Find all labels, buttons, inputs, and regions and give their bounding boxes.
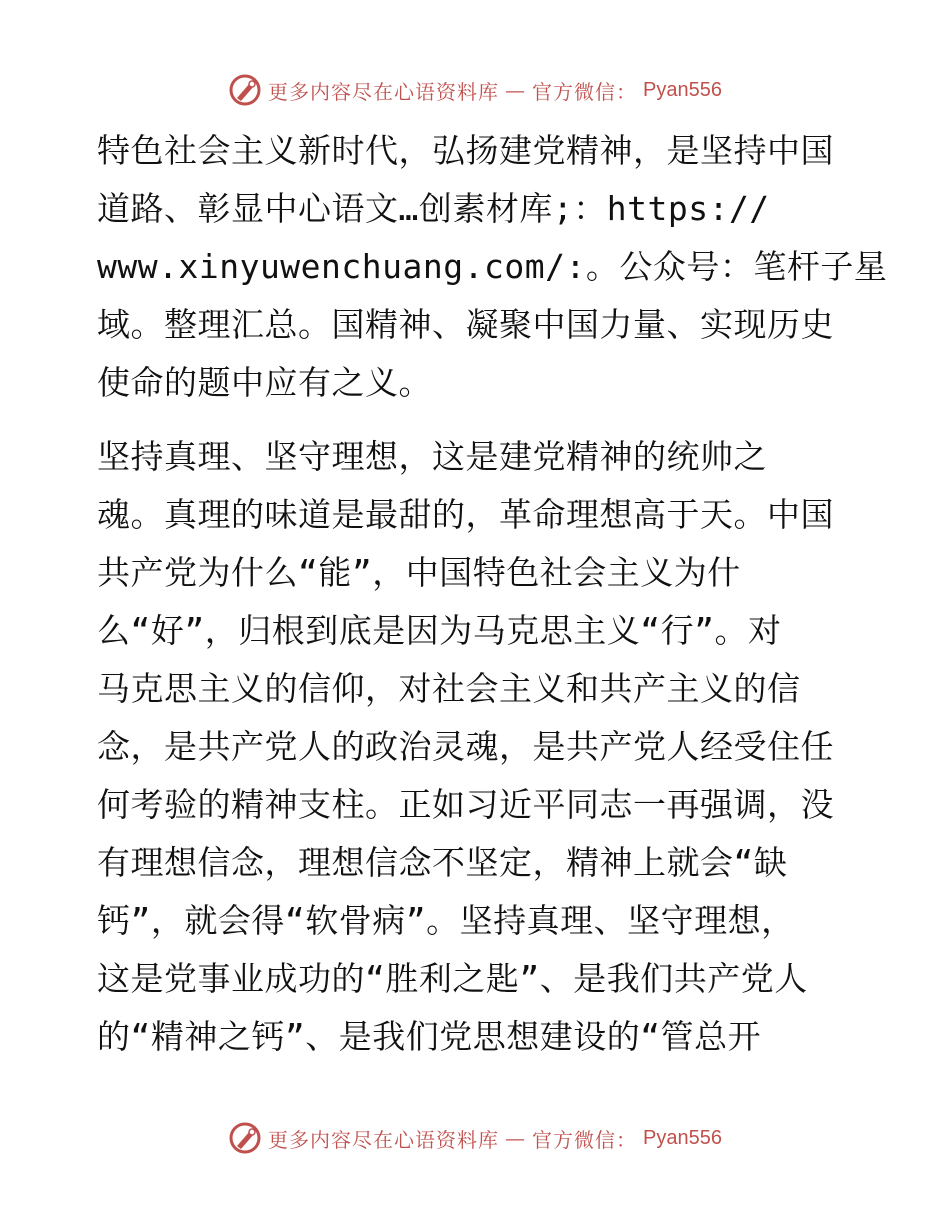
footer-separator: — — [505, 1126, 527, 1150]
header-banner-inner — [228, 73, 722, 107]
footer-promo-text: 更多内容尽在心语资料库 — [268, 1127, 500, 1152]
text-line: www.xinyuwenchuang.com/:。公众号：笔杆子星 — [97, 247, 888, 286]
text-line: 的“精神之钙”、是我们党思想建设的“管总开 — [97, 1017, 762, 1056]
text-line: 共产党为什么“能”，中国特色社会主义为什 — [97, 553, 741, 592]
text-line: 何考验的精神支柱。正如习近平同志一再强调，没 — [97, 785, 834, 824]
text-line: 魂。真理的味道是最甜的，革命理想高于天。中国 — [97, 495, 834, 534]
text-line: 域。整理汇总。国精神、凝聚中国力量、实现历史 — [97, 305, 834, 344]
paragraph-spacer — [97, 412, 857, 428]
pen-logo-icon — [228, 1121, 262, 1155]
text-line: 特色社会主义新时代，弘扬建党精神，是坚持中国 — [97, 131, 834, 170]
text-line: 钙”，就会得“软骨病”。坚持真理、坚守理想， — [97, 901, 795, 940]
paragraph-1 — [97, 122, 888, 412]
header-separator: — — [505, 78, 527, 102]
header-banner — [0, 70, 950, 110]
text-line: 么“好”，归根到底是因为马克思主义“行”。对 — [97, 611, 782, 650]
text-line: 有理想信念，理想信念不坚定，精神上就会“缺 — [97, 843, 788, 882]
paragraph-2 — [97, 428, 857, 1066]
footer-banner-inner — [228, 1121, 722, 1155]
footer-account: Pyan556 — [643, 1126, 722, 1149]
text-line: 道路、彰显中心语文…创素材库;：https:// — [97, 189, 770, 228]
text-line: 坚持真理、坚守理想，这是建党精神的统帅之 — [97, 437, 767, 476]
pen-logo-icon — [228, 73, 262, 107]
document-body — [97, 122, 888, 1066]
text-line: 这是党事业成功的“胜利之匙”、是我们共产党人 — [97, 959, 808, 998]
header-account: Pyan556 — [643, 78, 722, 101]
footer-banner — [0, 1118, 950, 1158]
footer-wechat-label: 官方微信： — [532, 1127, 638, 1152]
header-wechat-label: 官方微信： — [532, 79, 638, 104]
text-line: 使命的题中应有之义。 — [97, 363, 432, 402]
text-line: 马克思主义的信仰，对社会主义和共产主义的信 — [97, 669, 801, 708]
header-promo-text: 更多内容尽在心语资料库 — [268, 79, 500, 104]
text-line: 念，是共产党人的政治灵魂，是共产党人经受住任 — [97, 727, 834, 766]
